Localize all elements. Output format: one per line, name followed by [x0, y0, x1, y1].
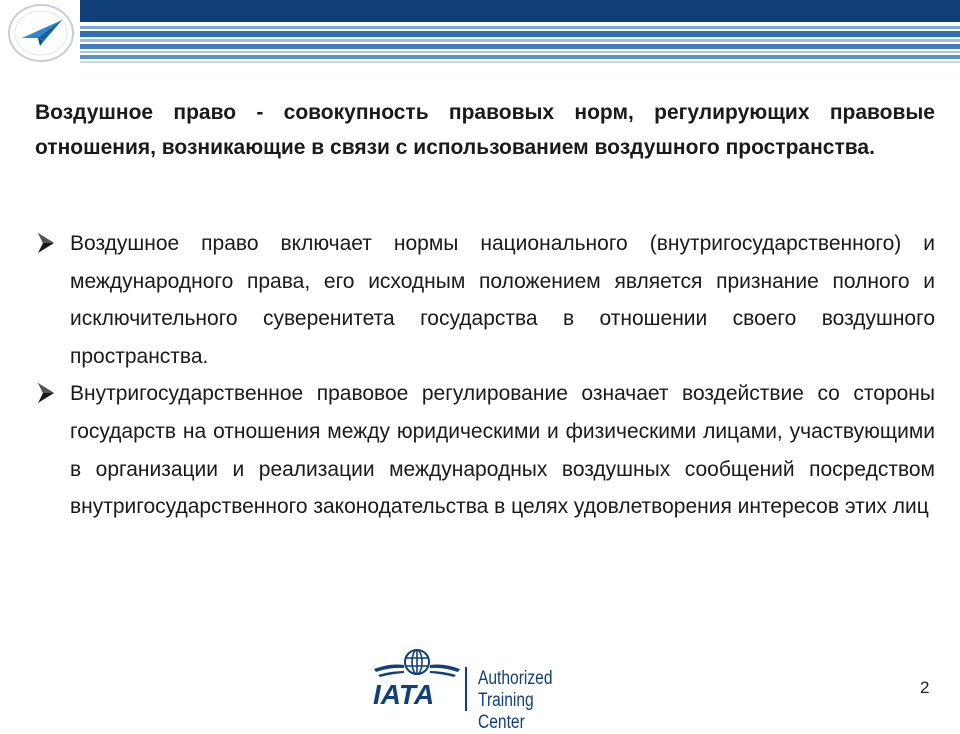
- bullet-item: [35, 225, 935, 375]
- definition-paragraph: Воздушное право - совокупность правовых норм, регулирующих правовые отношения, возникающие в связи с использованием воздушного пространства.: [35, 101, 935, 159]
- header-stripe: [80, 55, 960, 59]
- paper-plane-badge-icon: [4, 2, 78, 64]
- iata-logo: [372, 645, 572, 733]
- header-stripe: [80, 44, 960, 49]
- header-navy-band: [80, 0, 960, 22]
- iata-wordmark: IATA: [373, 679, 435, 710]
- bullet-item: [35, 375, 935, 525]
- header-stripe: [80, 39, 960, 42]
- page-number: 2: [920, 678, 930, 697]
- header-stripe: [80, 51, 960, 53]
- header-stripe: [80, 26, 960, 29]
- arrow-checkmark-icon: [35, 375, 59, 413]
- bullet-text: Внутригосударственное правовое регулирование означает воздействие со стороны государств на отношения между юридическими и физическими лицами, участвующими в организации и реализации международных воздушных сообщений посредством внутригосударственного законодательства в целях удовлетворения интересов этих лиц: [70, 382, 935, 519]
- logo-training-center-text: Training Center: [478, 690, 534, 733]
- logo-authorized-text: Authorized: [478, 668, 553, 689]
- logo-divider: [465, 667, 467, 711]
- arrow-checkmark-icon: [35, 225, 59, 263]
- iata-globe-wings-icon: [372, 645, 462, 681]
- header-stripe: [80, 61, 960, 63]
- header-band: [0, 0, 960, 66]
- bullet-list: [35, 225, 935, 526]
- header-stripe: [80, 31, 960, 37]
- bullet-text: Воздушное право включает нормы национального (внутригосударственного) и международного права, его исходным положением является признание полного и исключительного суверенитета государства в отношении своего воздушного пространства.: [70, 232, 935, 368]
